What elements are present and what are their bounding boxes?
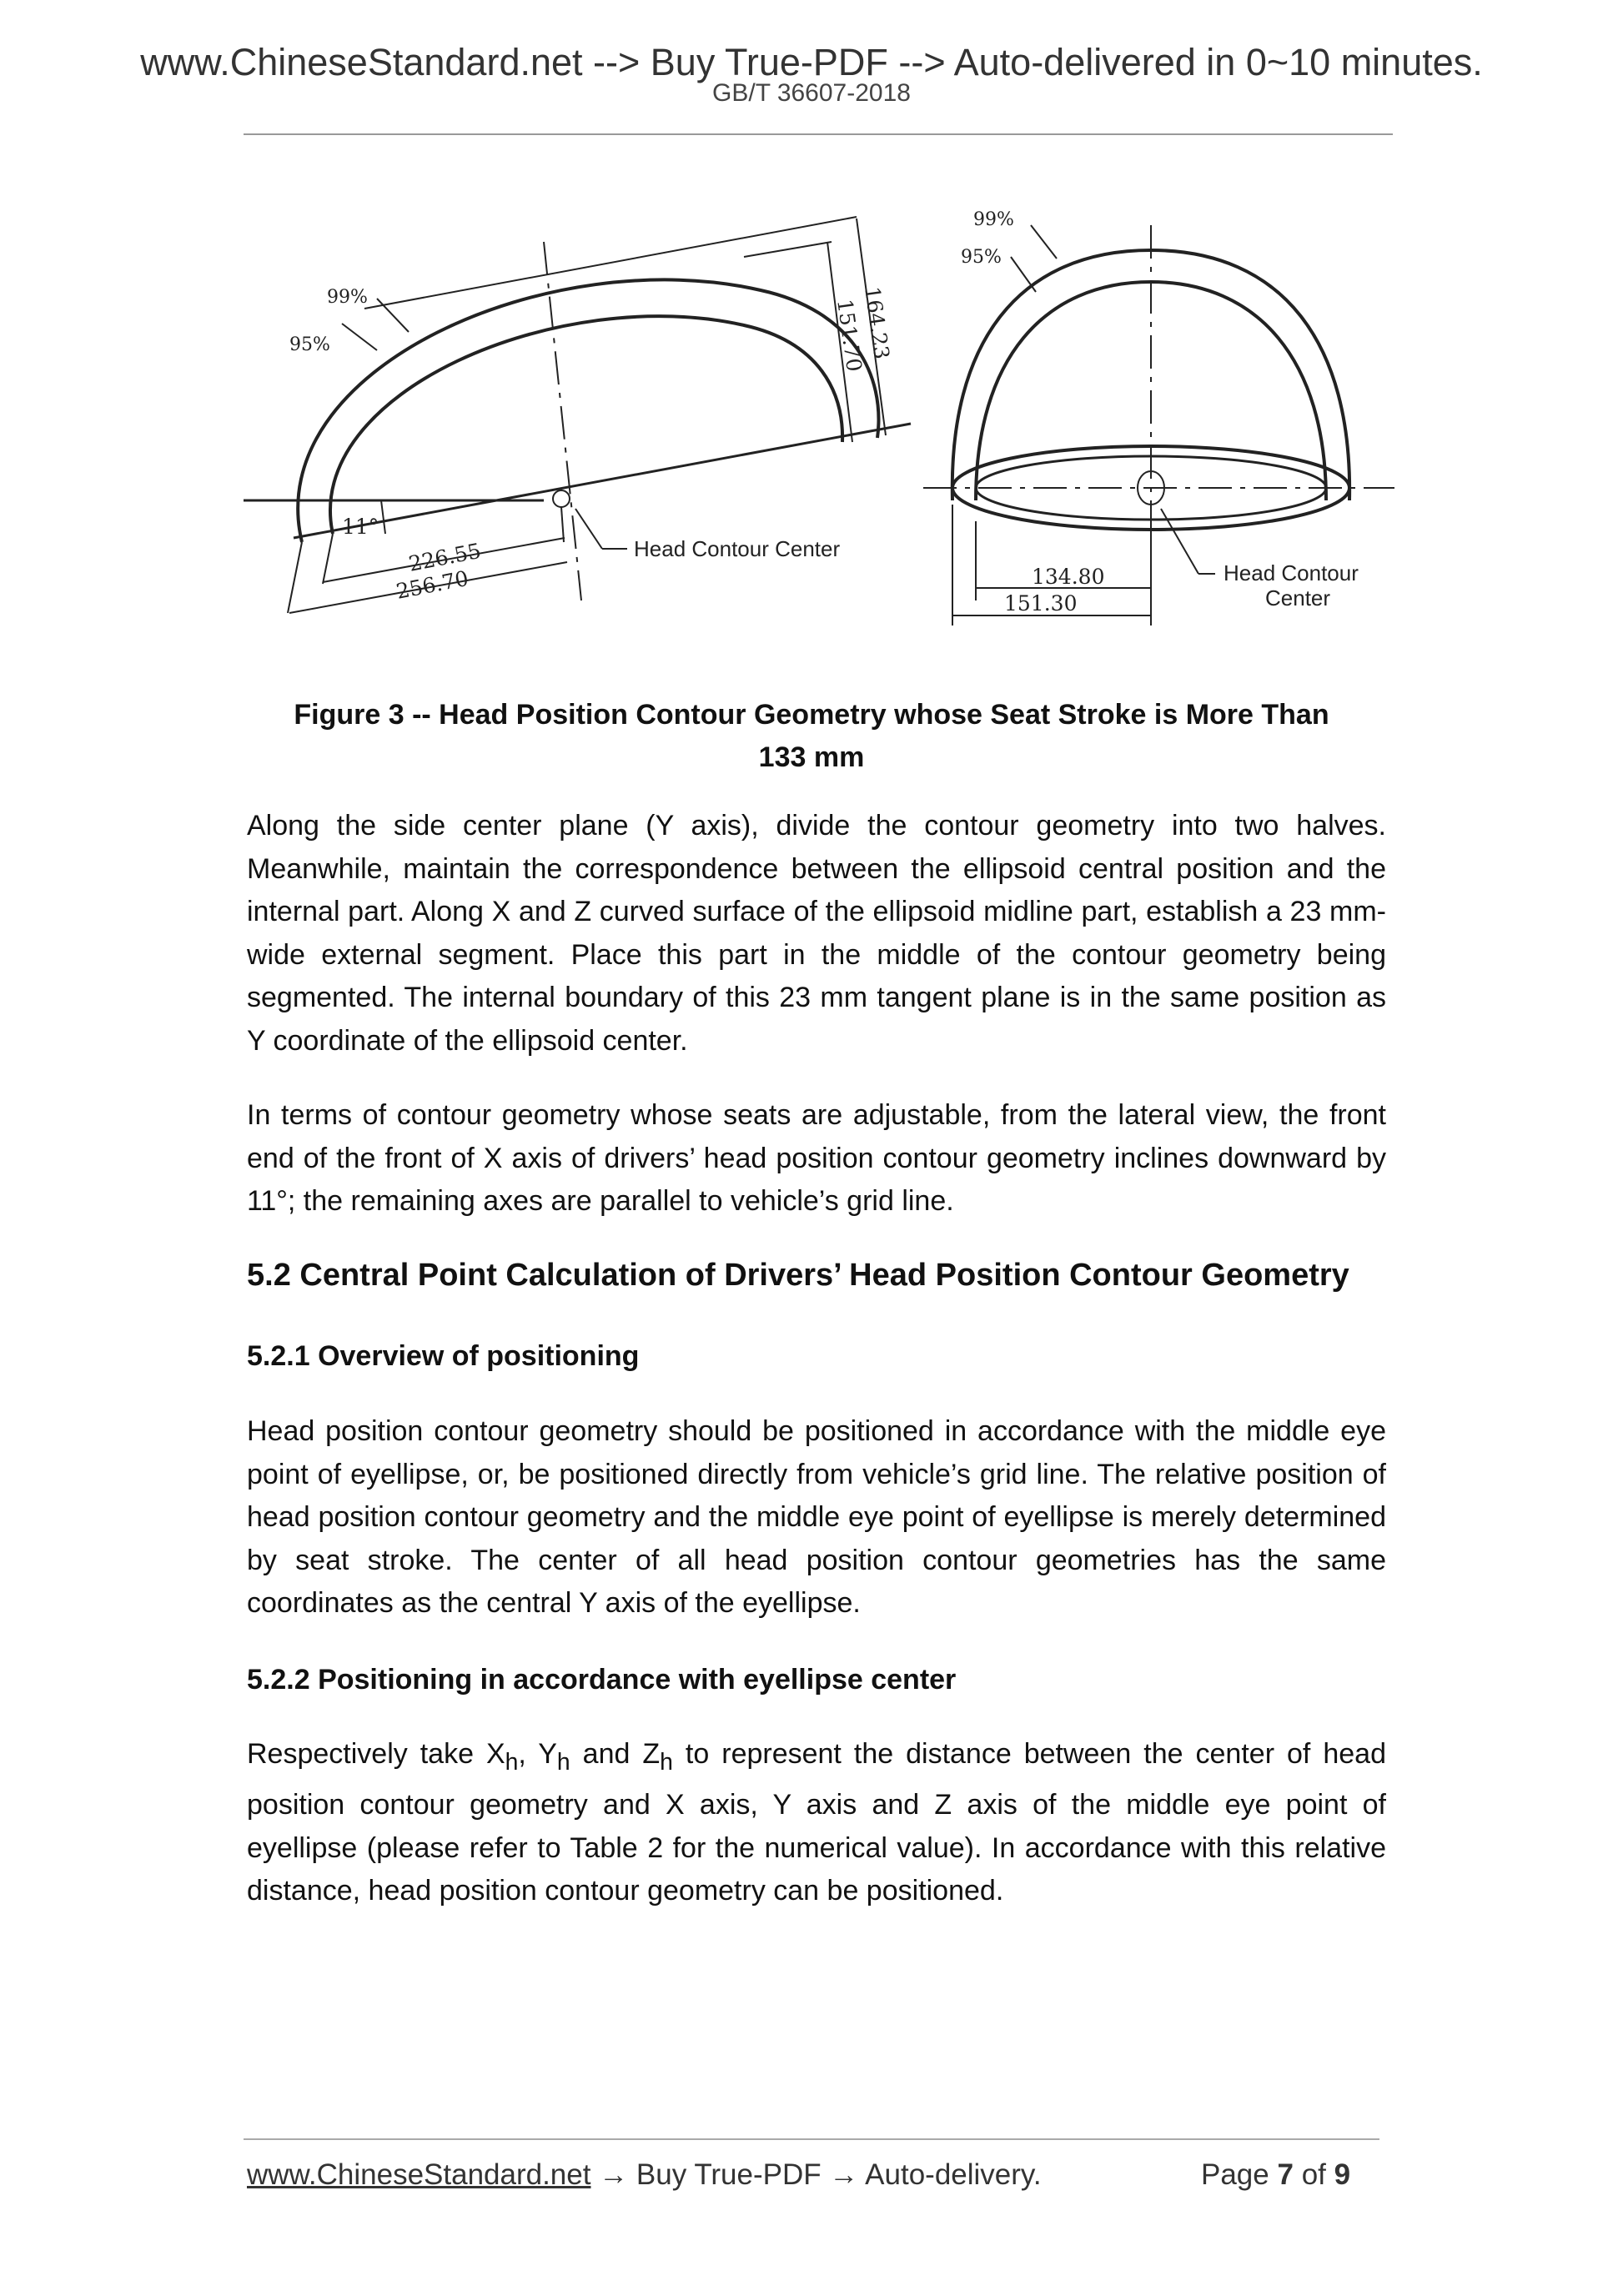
paragraph-2: In terms of contour geometry whose seats are adjustable, from the lateral view, the front end of the front of X axis of drivers’ head position contour geometry inclines downward by 11°; the remaining axes are parallel to vehicle’s grid line.	[247, 1099, 1386, 1217]
figure-3	[244, 192, 1411, 642]
page-total: 9	[1334, 2158, 1351, 2191]
p4-sub-z: h	[660, 1748, 673, 1776]
caption-line-1: Figure 3 -- Head Position Contour Geometry whose Seat Stroke is More Than	[294, 699, 1329, 731]
front-dim-outer: 151.30	[1004, 591, 1078, 615]
p4-text-c: and Z	[570, 1738, 661, 1770]
side-pct-95: 95%	[289, 334, 330, 355]
footer-middle-text: → Buy True-PDF → Auto-delivery.	[590, 2158, 1042, 2191]
front-center-label-1: Head Contour	[1224, 560, 1359, 585]
side-dim-outer: 256.70	[394, 565, 471, 604]
front-pct-95: 95%	[961, 247, 1002, 268]
header-divider	[244, 133, 1393, 135]
of-label: of	[1301, 2158, 1326, 2191]
front-pct-99: 99%	[973, 209, 1014, 230]
paragraph-1: Along the side center plane (Y axis), divide the contour geometry into two halves. Meanwhile, maintain the correspondence between the ellipsoid central position and the internal part. Along X and Z curved surface of the ellipsoid midline part, establish a 23 mm-wide external segment. Place this part in the middle of the contour geometry being segmented. The internal boundary of this 23 mm tangent plane is in the same position as Y coordinate of the ellipsoid center.	[247, 810, 1386, 1057]
front-center-label-2: Center	[1265, 585, 1331, 610]
p4-text-d: to represent the distance between the center of head position contour geometry and X axis, Y axis and Z axis of the middle eye point of eyellipse (please refer to Table 2 for the numerical value). In accordance with this relative distance, head position contour geometry can be positioned.	[247, 1738, 1386, 1907]
p4-text-a: Respectively take X	[247, 1738, 505, 1770]
top-banner: www.ChineseStandard.net --> Buy True-PDF --> Auto-delivered in 0~10 minutes.	[140, 41, 1483, 83]
paragraph-3: Head position contour geometry should be positioned in accordance with the middle eye point of eyellipse, or, be positioned directly from vehicle’s grid line. The relative position of head position contour geometry and the middle eye point of eyellipse is merely determined by seat stroke. The center of all head position contour geometries has the same coordinates as the central Y axis of the eyellipse.	[247, 1415, 1386, 1619]
p4-sub-x: h	[505, 1748, 519, 1776]
side-pct-99: 99%	[327, 287, 368, 308]
standard-code: GB/T 36607-2018	[712, 79, 911, 107]
side-dim-height-inner: 151.70	[832, 297, 867, 374]
front-dim-inner: 134.80	[1032, 565, 1105, 589]
side-dim-height-outer: 164.23	[860, 284, 894, 361]
footer-left	[247, 2158, 1042, 2192]
p4-text-b: , Y	[518, 1738, 557, 1770]
heading-5-2-1: 5.2.1 Overview of positioning	[247, 1340, 640, 1372]
footer-divider	[244, 2138, 1379, 2140]
page-current: 7	[1277, 2158, 1294, 2191]
head-contour-diagram	[244, 192, 1411, 642]
figure-caption	[250, 694, 1373, 779]
footer-page-number	[1201, 2158, 1350, 2192]
heading-5-2-2: 5.2.2 Positioning in accordance with eyellipse center	[247, 1664, 957, 1696]
side-angle-label: 11°	[342, 515, 379, 539]
side-dim-inner: 226.55	[406, 538, 484, 576]
heading-5-2: 5.2 Central Point Calculation of Drivers’ Head Position Contour Geometry	[247, 1258, 1349, 1293]
caption-line-2: 133 mm	[758, 741, 865, 773]
footer-link[interactable]: www.ChineseStandard.net	[247, 2158, 591, 2191]
p4-sub-y: h	[556, 1748, 570, 1776]
side-center-label: Head Contour Center	[634, 536, 841, 561]
paragraph-4	[247, 1733, 1386, 1913]
page-label: Page	[1201, 2158, 1269, 2191]
